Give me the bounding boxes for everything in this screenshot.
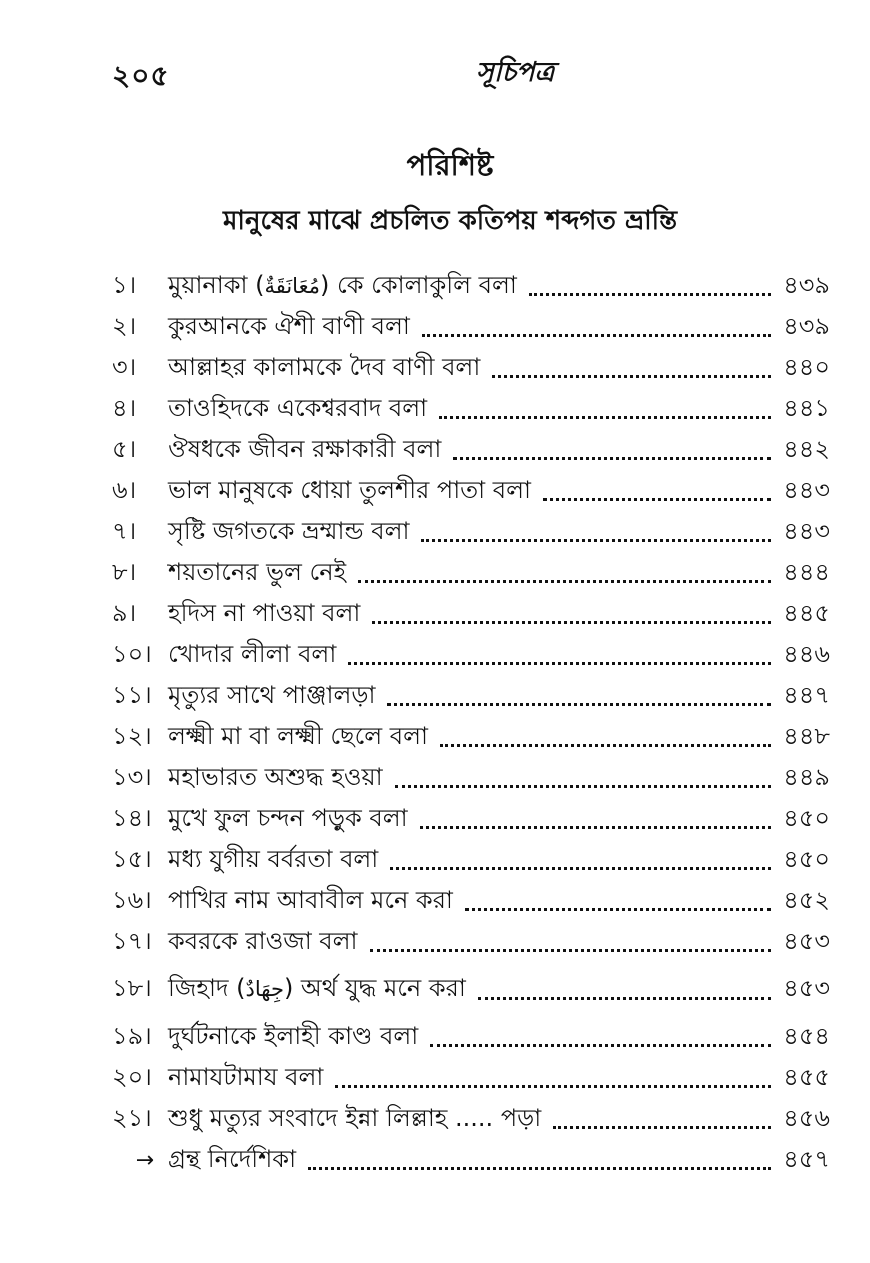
- dot-leader: [421, 539, 771, 542]
- toc-entry-page: ৪৫৪: [783, 1021, 830, 1050]
- dot-leader: [440, 744, 771, 747]
- toc-entry-page: ৪৪২: [783, 434, 830, 463]
- toc-entry-page: ৪৪০: [783, 352, 830, 381]
- toc-entry-title: খোদার লীলা বলা: [168, 639, 337, 668]
- dot-leader: [422, 334, 771, 337]
- toc-entry-title: নামাযটামায বলা: [168, 1062, 324, 1091]
- toc-entry-number: ১১।: [112, 680, 152, 709]
- toc-entry-page: ৪৫৬: [783, 1103, 830, 1132]
- toc-entry-page: ৪৩৯: [783, 270, 830, 299]
- toc-entry-number: ২০।: [112, 1062, 152, 1091]
- toc-entry-title: জিহাদ (جِهَادٌ) অর্থ যুদ্ধ মনে করা: [168, 974, 466, 1002]
- toc-entry-number: ১৪।: [112, 803, 152, 832]
- toc-entry-title: দুর্ঘটনাকে ইলাহী কাণ্ড বলা: [168, 1021, 419, 1050]
- dot-leader: [492, 375, 771, 378]
- toc-entry-page: ৪৫০: [783, 803, 830, 832]
- toc-entry[interactable]: [112, 430, 830, 471]
- toc-entry-title: গ্রন্থ নির্দেশিকা: [168, 1144, 297, 1173]
- toc-entry[interactable]: [112, 963, 830, 1017]
- toc-entry-page: ৪৫৫: [783, 1062, 830, 1091]
- toc-entry-number: ৬।: [112, 475, 137, 504]
- toc-entry-page: ৪৪৩: [783, 516, 830, 545]
- toc-entry[interactable]: [112, 594, 830, 635]
- toc-entry[interactable]: [112, 676, 830, 717]
- toc-entry-number: ২।: [112, 311, 137, 340]
- toc-entry[interactable]: [112, 1058, 830, 1099]
- toc-entry-number: ৮।: [112, 557, 137, 586]
- dot-leader: [420, 826, 772, 829]
- toc-entry-title: মৃত্যুর সাথে পাঞ্জালড়া: [168, 680, 376, 709]
- toc-entry-page: ৪৪৪: [783, 557, 830, 586]
- toc-entry-title: কুরআনকে ঐশী বাণী বলা: [168, 311, 410, 340]
- toc-entry-page: ৪৫৩: [783, 974, 830, 1002]
- toc-entry-number: ৭।: [112, 516, 137, 545]
- toc-entry-title: শুধু মত্যুর সংবাদে ইন্না লিল্লাহ ..... পড়া: [168, 1103, 542, 1132]
- dot-leader: [465, 908, 771, 911]
- arabic-term: جِهَادٌ: [245, 977, 284, 1001]
- arrow-right-icon: →: [135, 1148, 154, 1173]
- toc-entry[interactable]: [112, 512, 830, 553]
- dot-leader: [478, 997, 771, 1000]
- dot-leader: [370, 949, 772, 952]
- dot-leader: [453, 457, 771, 460]
- toc-entry-number: ১৯।: [112, 1021, 152, 1050]
- toc-entry-title: মুখে ফুল চন্দন পড়ুক বলা: [168, 803, 408, 832]
- toc-entry-title: কবরকে রাওজা বলা: [168, 926, 358, 955]
- toc-entry-page: ৪৫২: [783, 885, 830, 914]
- toc-entry-title: মধ্য যুগীয় বর্বরতা বলা: [168, 844, 379, 873]
- toc-entry-number: ২১।: [112, 1103, 152, 1132]
- toc-entry-title: মহাভারত অশুদ্ধ হওয়া: [168, 762, 383, 791]
- page-number: ২০৫: [112, 59, 170, 92]
- toc-entry-number: ১৫।: [112, 844, 152, 873]
- toc-entry-number: ১৭।: [112, 926, 152, 955]
- toc-entry[interactable]: [112, 389, 830, 430]
- toc-entry[interactable]: [112, 758, 830, 799]
- section-title: পরিশিষ্ট: [406, 148, 494, 182]
- dot-leader: [358, 580, 771, 583]
- toc-entry-title: ভাল মানুষকে ধোয়া তুলশীর পাতা বলা: [168, 475, 531, 504]
- dot-leader: [543, 498, 771, 501]
- dot-leader: [372, 621, 771, 624]
- toc-entry-title: তাওহিদকে একেশ্বরবাদ বলা: [168, 393, 428, 422]
- toc-entry[interactable]: [112, 881, 830, 922]
- toc-entry-title: ঔষধকে জীবন রক্ষাকারী বলা: [168, 434, 442, 463]
- toc-entry-title: লক্ষ্মী মা বা লক্ষ্মী ছেলে বলা: [168, 721, 428, 750]
- dot-leader: [348, 662, 771, 665]
- toc-entry-number: ৩।: [112, 352, 137, 381]
- dot-leader: [390, 867, 771, 870]
- toc-entry[interactable]: [112, 799, 830, 840]
- toc-entry-page: ৪৪৯: [783, 762, 830, 791]
- toc-entry-number: ৫।: [112, 434, 137, 463]
- toc-entry-title: শয়তানের ভুল নেই: [168, 557, 347, 586]
- section-subtitle: মানুষের মাঝে প্রচলিত কতিপয় শব্দগত ভ্রান্তি: [223, 206, 677, 236]
- toc-entry-title: পাখির নাম আবাবীল মনে করা: [168, 885, 453, 914]
- toc-entry-number: ১০।: [112, 639, 152, 668]
- toc-entry[interactable]: [112, 1017, 830, 1058]
- toc-entry-number: ১২।: [112, 721, 152, 750]
- toc-entry-number: ১৩।: [112, 762, 152, 791]
- toc-entry[interactable]: [112, 922, 830, 963]
- toc-entry-index[interactable]: [112, 1140, 830, 1181]
- toc-entry-page: ৪৪৬: [783, 639, 830, 668]
- toc-entry-title: সৃষ্টি জগতকে ভ্রম্মান্ড বলা: [168, 516, 410, 545]
- dot-leader: [439, 416, 771, 419]
- toc-entry[interactable]: [112, 840, 830, 881]
- toc-entry-page: ৪৪৭: [783, 680, 830, 709]
- toc-entry-number: ৪।: [112, 393, 137, 422]
- toc-entry-page: ৪৪৫: [783, 598, 830, 627]
- toc-entry-number: ১৬।: [112, 885, 152, 914]
- toc-entry-title: মুয়ানাকা (مُعَانَقَةٌ) কে কোলাকুলি বলা: [168, 270, 517, 299]
- dot-leader: [335, 1085, 771, 1088]
- toc-entry[interactable]: [112, 1099, 830, 1140]
- toc-entry-page: ৪৪৮: [783, 721, 830, 750]
- toc-entry[interactable]: [112, 635, 830, 676]
- toc-entry-number: ৯।: [112, 598, 137, 627]
- dot-leader: [553, 1126, 771, 1129]
- toc-entry-page: ৪৫৭: [783, 1144, 830, 1173]
- toc-entry-number: ১৮।: [112, 974, 152, 1002]
- toc-entry-page: ৪৪৩: [783, 475, 830, 504]
- toc-entry[interactable]: [112, 266, 830, 307]
- toc-entry-page: ৪৩৯: [783, 311, 830, 340]
- toc-entry[interactable]: [112, 471, 830, 512]
- toc-entry[interactable]: [112, 348, 830, 389]
- toc-entry[interactable]: [112, 717, 830, 758]
- toc-entry[interactable]: [112, 307, 830, 348]
- toc-entry-page: ৪৫০: [783, 844, 830, 873]
- dot-leader: [529, 293, 771, 296]
- dot-leader: [395, 785, 772, 788]
- toc-entry-number: ১।: [112, 270, 137, 299]
- dot-leader: [387, 703, 771, 706]
- toc-entry-title: আল্লাহর কালামকে দৈব বাণী বলা: [168, 352, 481, 381]
- toc-entry-page: ৪৫৩: [783, 926, 830, 955]
- running-title: সূচিপত্র: [476, 57, 555, 88]
- dot-leader: [308, 1167, 771, 1170]
- toc-entry-title: হদিস না পাওয়া বলা: [168, 598, 361, 627]
- toc-entry-page: ৪৪১: [783, 393, 830, 422]
- toc-entry[interactable]: [112, 553, 830, 594]
- dot-leader: [430, 1044, 771, 1047]
- arabic-term: مُعَانَقَةٌ: [264, 273, 320, 298]
- table-of-contents: [112, 266, 830, 1181]
